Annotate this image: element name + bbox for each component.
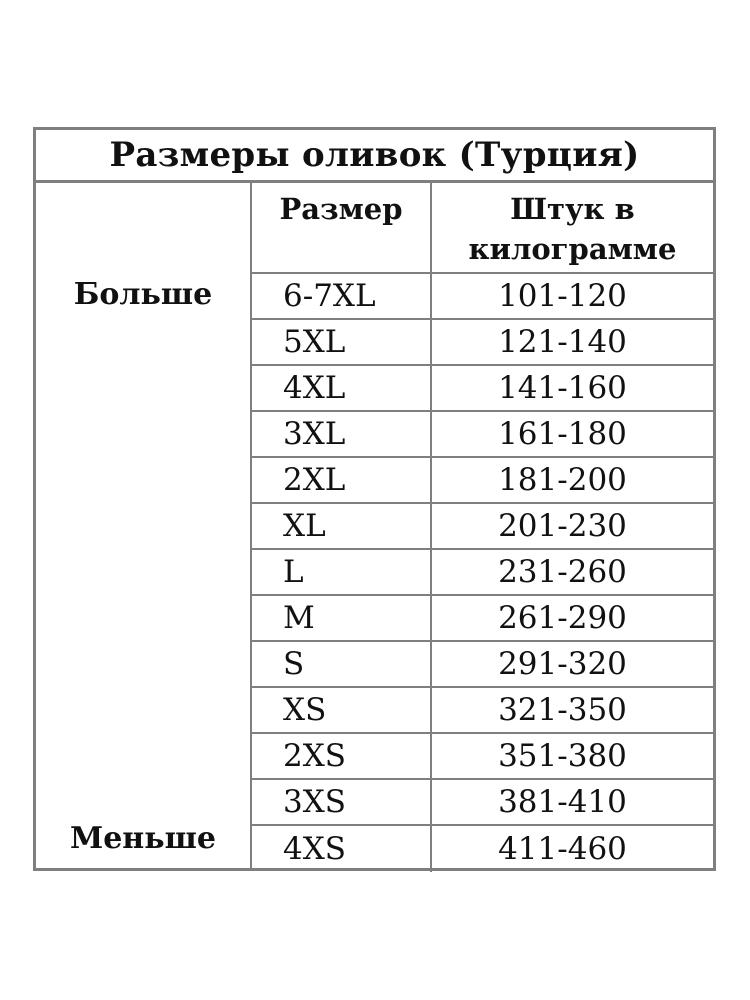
table-row [252, 596, 713, 642]
size-cell: S [252, 642, 432, 686]
header-count-line1: Штук в [510, 192, 635, 226]
larger-label: Больше [73, 277, 213, 312]
table-row [252, 780, 713, 826]
table-row [252, 274, 713, 320]
size-cell: 4XS [252, 826, 432, 872]
size-cell: 2XS [252, 734, 432, 778]
table-row [252, 734, 713, 780]
count-cell: 161-180 [498, 416, 627, 452]
header-size: Размер [252, 183, 432, 274]
table-row [252, 412, 713, 458]
size-cell: L [252, 550, 432, 594]
size-cell: 3XL [252, 412, 432, 456]
size-cell: 5XL [252, 320, 432, 364]
size-cell: M [252, 596, 432, 640]
table-title: Размеры оливок (Турция) [36, 130, 713, 183]
table-row [252, 688, 713, 734]
count-cell: 381-410 [498, 784, 627, 820]
count-cell: 181-200 [498, 462, 627, 498]
count-cell: 291-320 [498, 646, 627, 682]
table-row [252, 642, 713, 688]
header-count-line2: килограмме [468, 232, 677, 266]
count-cell: 321-350 [498, 692, 627, 728]
count-cell: 231-260 [498, 554, 627, 590]
table-row [252, 458, 713, 504]
table-row [252, 366, 713, 412]
direction-column [36, 183, 252, 868]
smaller-label: Меньше [70, 821, 216, 856]
header-count [432, 183, 713, 274]
size-cell: 4XL [252, 366, 432, 410]
count-cell: 201-230 [498, 508, 627, 544]
count-cell: 101-120 [498, 278, 627, 314]
size-cell: XS [252, 688, 432, 732]
size-cell: 3XS [252, 780, 432, 824]
size-grid [252, 183, 713, 868]
count-cell: 261-290 [498, 600, 627, 636]
table-body [252, 274, 713, 872]
count-cell: 411-460 [498, 831, 627, 867]
size-cell: XL [252, 504, 432, 548]
count-cell: 121-140 [498, 324, 627, 360]
count-cell: 141-160 [498, 370, 627, 406]
olive-size-table [33, 127, 716, 871]
table-row [252, 550, 713, 596]
size-cell: 6-7XL [252, 274, 432, 318]
table-row [252, 504, 713, 550]
size-cell: 2XL [252, 458, 432, 502]
table-row [252, 320, 713, 366]
count-cell: 351-380 [498, 738, 627, 774]
table-row [252, 826, 713, 872]
